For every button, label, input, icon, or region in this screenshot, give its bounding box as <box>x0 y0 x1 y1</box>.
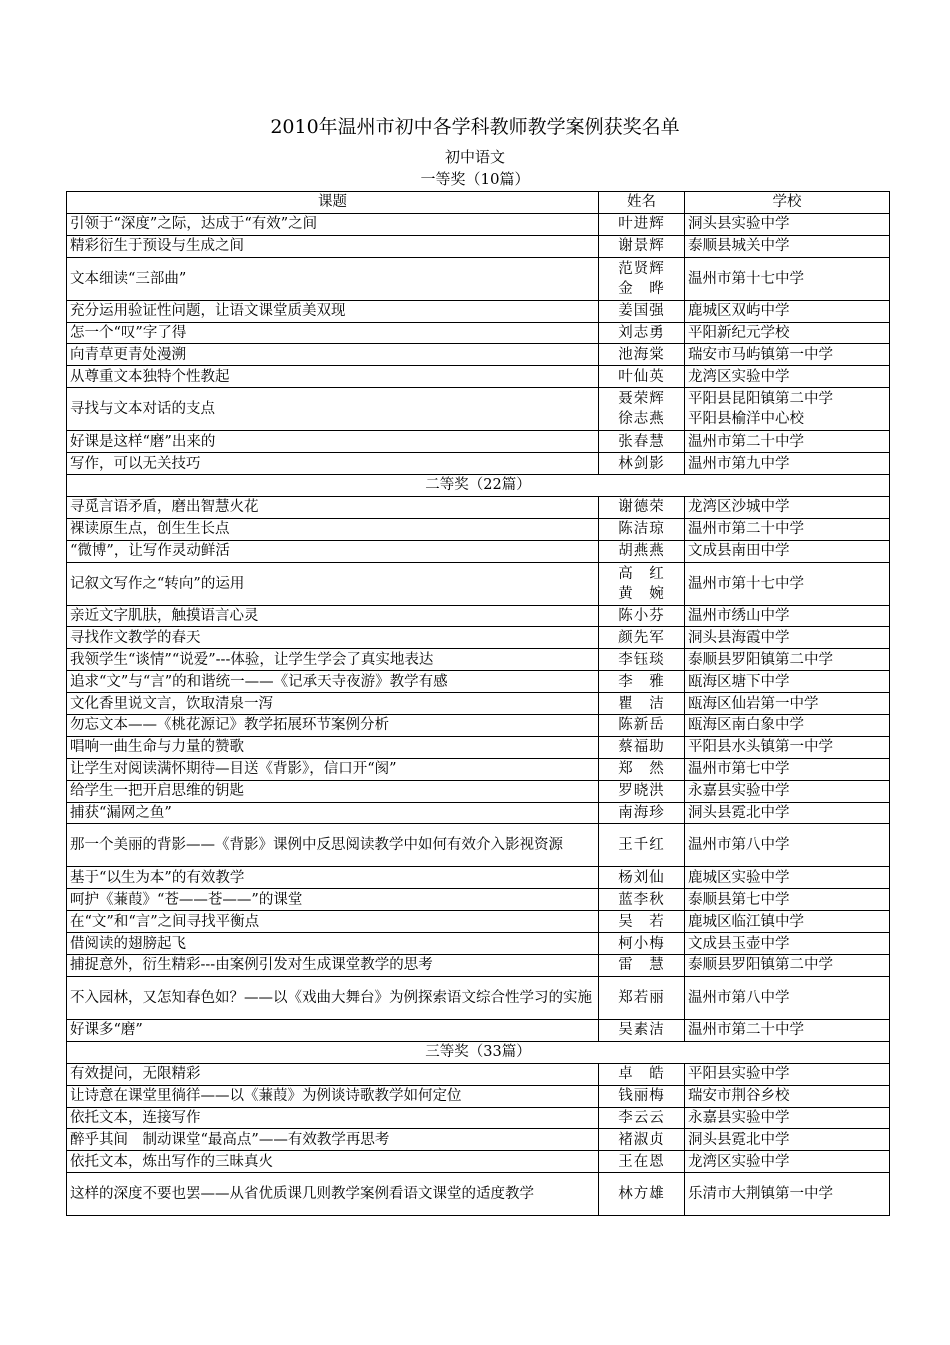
name-cell: 刘志勇 <box>599 322 685 344</box>
prize2-row <box>67 475 890 497</box>
topic-cell: 文化香里说文言，饮取清泉一泻 <box>67 693 599 715</box>
school-cell: 鹿城区双屿中学 <box>685 300 890 322</box>
table-row <box>67 911 890 933</box>
school-cell: 瓯海区仙岩第一中学 <box>685 693 890 715</box>
table-row <box>67 388 890 431</box>
table-row <box>67 322 890 344</box>
school-cell: 温州市第九中学 <box>685 453 890 475</box>
table-row <box>67 889 890 911</box>
name-cell: 褚淑贞 <box>599 1129 685 1151</box>
name-cell: 卓 皓 <box>599 1063 685 1085</box>
topic-cell: 充分运用验证性问题，让语文课堂质美双现 <box>67 300 599 322</box>
name-cell: 胡燕燕 <box>599 540 685 562</box>
name-cell: 雷 慧 <box>599 955 685 977</box>
school-cell: 温州市第十七中学 <box>685 562 890 605</box>
name-cell: 陈洁琼 <box>599 518 685 540</box>
table-row <box>67 344 890 366</box>
name-line: 聂荣辉 <box>618 391 665 408</box>
name-cell: 蔡福助 <box>599 736 685 758</box>
name-cell: 王千红 <box>599 824 685 867</box>
name-cell: 吴素洁 <box>599 1019 685 1041</box>
topic-cell: 有效提问，无限精彩 <box>67 1063 599 1085</box>
table-row <box>67 366 890 388</box>
name-cell: 王在恩 <box>599 1151 685 1173</box>
school-cell: 温州市第七中学 <box>685 758 890 780</box>
prize3-row <box>67 1041 890 1063</box>
topic-cell: 基于“以生为本”的有效教学 <box>67 867 599 889</box>
name-line: 范贤辉 <box>618 260 665 277</box>
table-row <box>67 671 890 693</box>
school-cell: 龙湾区实验中学 <box>685 366 890 388</box>
table-row <box>67 496 890 518</box>
school-cell: 龙湾区沙城中学 <box>685 496 890 518</box>
table-row <box>67 976 890 1019</box>
name-cell: 林方雄 <box>599 1173 685 1216</box>
school-cell: 泰顺县罗阳镇第二中学 <box>685 955 890 977</box>
name-cell: 杨刘仙 <box>599 867 685 889</box>
topic-cell: 寻找作文教学的春天 <box>67 627 599 649</box>
name-cell: 颜先军 <box>599 627 685 649</box>
school-cell: 洞头县海霞中学 <box>685 627 890 649</box>
prize2-heading: 二等奖（22篇） <box>67 475 890 497</box>
topic-cell: 引领于“深度”之际，达成于“有效”之间 <box>67 213 599 235</box>
school-cell: 鹿城区实验中学 <box>685 867 890 889</box>
school-cell: 文成县南田中学 <box>685 540 890 562</box>
school-cell: 温州市第二十中学 <box>685 431 890 453</box>
name-cell: 姜国强 <box>599 300 685 322</box>
name-cell: 池海棠 <box>599 344 685 366</box>
name-cell: 叶仙英 <box>599 366 685 388</box>
name-cell <box>599 388 685 431</box>
table-row <box>67 562 890 605</box>
table-row <box>67 213 890 235</box>
topic-cell: 向青草更青处漫溯 <box>67 344 599 366</box>
header-name: 姓名 <box>599 192 685 214</box>
name-cell: 李钰琰 <box>599 649 685 671</box>
topic-cell: 那一个美丽的背影——《背影》课例中反思阅读教学中如何有效介入影视资源 <box>67 824 599 867</box>
name-cell: 陈小芬 <box>599 605 685 627</box>
topic-cell: 勿忘文本——《桃花源记》教学拓展环节案例分析 <box>67 715 599 737</box>
name-cell: 吴 若 <box>599 911 685 933</box>
school-cell: 平阳新纪元学校 <box>685 322 890 344</box>
name-cell: 罗晓洪 <box>599 780 685 802</box>
topic-cell: 给学生一把开启思维的钥匙 <box>67 780 599 802</box>
name-cell: 陈新岳 <box>599 715 685 737</box>
table-row <box>67 1063 890 1085</box>
name-cell <box>599 257 685 300</box>
name-cell: 南海珍 <box>599 802 685 824</box>
topic-cell: 追求“文”与“言”的和谐统一——《记承天寺夜游》教学有感 <box>67 671 599 693</box>
topic-cell: 记叙文写作之“转向”的运用 <box>67 562 599 605</box>
prize3-heading: 三等奖（33篇） <box>67 1041 890 1063</box>
table-row <box>67 627 890 649</box>
topic-cell: 怎一个“叹”字了得 <box>67 322 599 344</box>
name-cell <box>599 562 685 605</box>
table-row <box>67 933 890 955</box>
table-row <box>67 693 890 715</box>
school-cell <box>685 388 890 431</box>
name-line: 高 红 <box>618 565 665 582</box>
table-row <box>67 300 890 322</box>
school-cell: 平阳县水头镇第一中学 <box>685 736 890 758</box>
school-cell: 瓯海区南白象中学 <box>685 715 890 737</box>
header-topic: 课题 <box>67 192 599 214</box>
name-cell: 瞿 洁 <box>599 693 685 715</box>
topic-cell: 寻找与文本对话的支点 <box>67 388 599 431</box>
prize1-heading: 一等奖（10篇） <box>420 170 530 188</box>
school-cell: 龙湾区实验中学 <box>685 1151 890 1173</box>
table-row <box>67 867 890 889</box>
topic-cell: 文本细读“三部曲” <box>67 257 599 300</box>
school-cell: 乐清市大荆镇第一中学 <box>685 1173 890 1216</box>
topic-cell: “微博”，让写作灵动鲜活 <box>67 540 599 562</box>
school-cell: 瑞安市荆谷乡校 <box>685 1085 890 1107</box>
topic-cell: 醉乎其间 制动课堂“最高点”——有效教学再思考 <box>67 1129 599 1151</box>
topic-cell: 好课是这样“磨”出来的 <box>67 431 599 453</box>
table-row <box>67 257 890 300</box>
award-table <box>66 191 890 1216</box>
school-cell: 文成县玉壶中学 <box>685 933 890 955</box>
table-row <box>67 715 890 737</box>
school-cell: 洞头县实验中学 <box>685 213 890 235</box>
school-line: 平阳县榆洋中心校 <box>688 411 804 428</box>
table-row <box>67 802 890 824</box>
topic-cell: 借阅读的翅膀起飞 <box>67 933 599 955</box>
school-cell: 温州市第十七中学 <box>685 257 890 300</box>
table-row <box>67 736 890 758</box>
table-row <box>67 1129 890 1151</box>
table-row <box>67 1173 890 1216</box>
table-row <box>67 605 890 627</box>
table-header-row <box>67 192 890 214</box>
name-cell: 钱丽梅 <box>599 1085 685 1107</box>
school-cell: 温州市第八中学 <box>685 976 890 1019</box>
topic-cell: 唱响一曲生命与力量的赞歌 <box>67 736 599 758</box>
table-row <box>67 780 890 802</box>
name-cell: 叶进辉 <box>599 213 685 235</box>
school-cell: 温州市第二十中学 <box>685 518 890 540</box>
table-row <box>67 955 890 977</box>
name-cell: 张春慧 <box>599 431 685 453</box>
topic-cell: 依托文本，炼出写作的三昧真火 <box>67 1151 599 1173</box>
topic-cell: 在“文”和“言”之间寻找平衡点 <box>67 911 599 933</box>
table-row <box>67 431 890 453</box>
topic-cell: 这样的深度不要也罢——从省优质课几则教学案例看语文课堂的适度教学 <box>67 1173 599 1216</box>
school-cell: 瓯海区塘下中学 <box>685 671 890 693</box>
topic-cell: 不入园林，又怎知春色如？——以《戏曲大舞台》为例探索语文综合性学习的实施 <box>67 976 599 1019</box>
topic-cell: 精彩衍生于预设与生成之间 <box>67 235 599 257</box>
name-cell: 郑 然 <box>599 758 685 780</box>
topic-cell: 从尊重文本独特个性教起 <box>67 366 599 388</box>
table-row <box>67 1085 890 1107</box>
school-cell: 永嘉县实验中学 <box>685 1107 890 1129</box>
school-cell: 永嘉县实验中学 <box>685 780 890 802</box>
name-cell: 蓝李秋 <box>599 889 685 911</box>
name-line: 黄 婉 <box>618 585 665 602</box>
name-cell: 谢德荣 <box>599 496 685 518</box>
school-cell: 瑞安市马屿镇第一中学 <box>685 344 890 366</box>
topic-cell: 依托文本，连接写作 <box>67 1107 599 1129</box>
name-cell: 李云云 <box>599 1107 685 1129</box>
subject-heading: 初中语文 <box>444 148 505 166</box>
school-cell: 鹿城区临江镇中学 <box>685 911 890 933</box>
table-row <box>67 235 890 257</box>
topic-cell: 呵护《蒹葭》“苍——苍——”的课堂 <box>67 889 599 911</box>
name-line: 徐志燕 <box>618 411 665 428</box>
school-cell: 洞头县霓北中学 <box>685 802 890 824</box>
header-school: 学校 <box>685 192 890 214</box>
school-cell: 温州市绣山中学 <box>685 605 890 627</box>
table-row <box>67 649 890 671</box>
topic-cell: 裸读原生点，创生生长点 <box>67 518 599 540</box>
school-cell: 温州市第八中学 <box>685 824 890 867</box>
topic-cell: 捕捉意外，衍生精彩---由案例引发对生成课堂教学的思考 <box>67 955 599 977</box>
name-cell: 谢景辉 <box>599 235 685 257</box>
table-row <box>67 518 890 540</box>
table-row <box>67 453 890 475</box>
topic-cell: 寻觅言语矛盾，磨出智慧火花 <box>67 496 599 518</box>
school-line: 平阳县昆阳镇第二中学 <box>688 391 833 408</box>
topic-cell: 让学生对阅读满怀期待—目送《背影》，信口开“阂” <box>67 758 599 780</box>
school-cell: 洞头县霓北中学 <box>685 1129 890 1151</box>
table-row <box>67 540 890 562</box>
table-row <box>67 1019 890 1041</box>
school-cell: 泰顺县第七中学 <box>685 889 890 911</box>
topic-cell: 捕获“漏网之鱼” <box>67 802 599 824</box>
table-row <box>67 1107 890 1129</box>
name-cell: 林剑影 <box>599 453 685 475</box>
school-cell: 泰顺县罗阳镇第二中学 <box>685 649 890 671</box>
topic-cell: 亲近文字肌肤，触摸语言心灵 <box>67 605 599 627</box>
topic-cell: 我领学生“谈情”“说爱”---体验，让学生学会了真实地表达 <box>67 649 599 671</box>
name-cell: 郑若丽 <box>599 976 685 1019</box>
name-cell: 李 雅 <box>599 671 685 693</box>
topic-cell: 好课多“磨” <box>67 1019 599 1041</box>
topic-cell: 写作，可以无关技巧 <box>67 453 599 475</box>
topic-cell: 让诗意在课堂里徜徉——以《蒹葭》为例谈诗歌教学如何定位 <box>67 1085 599 1107</box>
name-cell: 柯小梅 <box>599 933 685 955</box>
name-line: 金 晔 <box>618 280 665 297</box>
table-row <box>67 758 890 780</box>
table-row <box>67 1151 890 1173</box>
school-cell: 温州市第二十中学 <box>685 1019 890 1041</box>
school-cell: 平阳县实验中学 <box>685 1063 890 1085</box>
page-title: 2010年温州市初中各学科教师教学案例获奖名单 <box>270 116 680 138</box>
school-cell: 泰顺县城关中学 <box>685 235 890 257</box>
table-row <box>67 824 890 867</box>
